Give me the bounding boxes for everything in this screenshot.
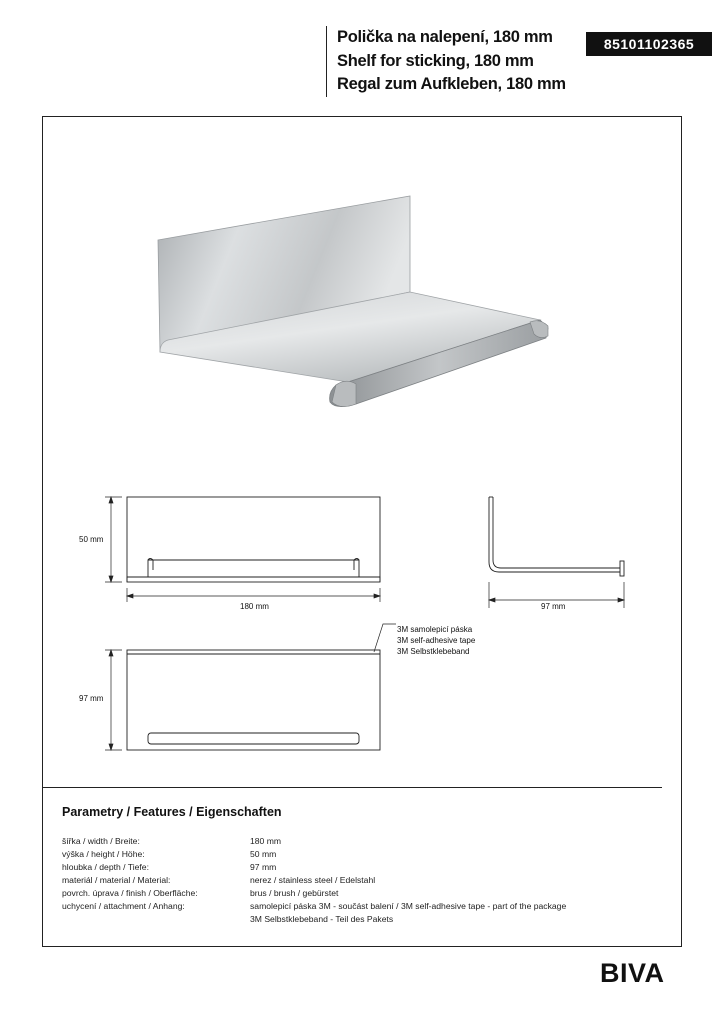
side-view-drawing	[489, 497, 624, 576]
feature-row	[62, 887, 566, 900]
feature-value	[250, 848, 276, 861]
feature-value-line: nerez / stainless steel / Edelstahl	[250, 875, 376, 885]
feature-value-line: samolepicí páska 3M - součást balení / 3M self-adhesive tape - part of the package	[250, 901, 567, 911]
tape-callout	[397, 624, 475, 657]
feature-value	[250, 900, 566, 926]
feature-row	[62, 835, 566, 848]
side-depth-dimension-label: 97 mm	[541, 602, 566, 611]
features-table	[62, 835, 566, 926]
front-view-drawing	[127, 497, 380, 582]
feature-label: výška / height / Höhe:	[62, 849, 145, 859]
top-dimensions	[105, 624, 396, 750]
feature-value	[250, 835, 281, 848]
title-czech: Polička na nalepení, 180 mm	[337, 28, 553, 46]
width-dimension-label: 180 mm	[240, 602, 269, 611]
feature-value	[250, 874, 375, 887]
feature-value-line: 50 mm	[250, 849, 277, 859]
shelf-photo	[158, 196, 548, 407]
feature-label: materiál / material / Material:	[62, 875, 171, 885]
product-code-badge: 85101102365	[586, 32, 712, 56]
feature-value-line: 180 mm	[250, 836, 282, 846]
height-dimension-label: 50 mm	[79, 535, 104, 544]
top-view-drawing	[127, 650, 380, 750]
feature-label: hloubka / depth / Tiefe:	[62, 862, 149, 872]
feature-value	[250, 887, 338, 900]
feature-row	[62, 861, 566, 874]
front-dimensions	[105, 497, 380, 602]
title-english: Shelf for sticking, 180 mm	[337, 51, 534, 70]
title-german: Regal zum Aufkleben, 180 mm	[337, 75, 566, 93]
feature-value-line: 97 mm	[250, 862, 277, 872]
top-depth-dimension-label: 97 mm	[79, 694, 104, 703]
tape-label-cz: 3M samolepicí páska	[397, 625, 473, 634]
tape-label-de: 3M Selbstklebeband	[397, 647, 470, 656]
feature-row	[62, 848, 566, 861]
feature-label: povrch. úprava / finish / Oberfläche:	[62, 888, 198, 898]
brand-logo: BIVA	[600, 958, 665, 988]
feature-value-line: brus / brush / gebürstet	[250, 888, 339, 898]
features-heading: Parametry / Features / Eigenschaften	[62, 805, 282, 819]
feature-label: šířka / width / Breite:	[62, 836, 140, 846]
feature-row	[62, 874, 566, 887]
feature-value	[250, 861, 276, 874]
feature-row	[62, 900, 566, 926]
tape-label-en: 3M self-adhesive tape	[397, 636, 476, 645]
feature-label: uchycení / attachment / Anhang:	[62, 901, 185, 911]
feature-value-line: 3M Selbstklebeband - Teil des Pakets	[250, 914, 394, 924]
